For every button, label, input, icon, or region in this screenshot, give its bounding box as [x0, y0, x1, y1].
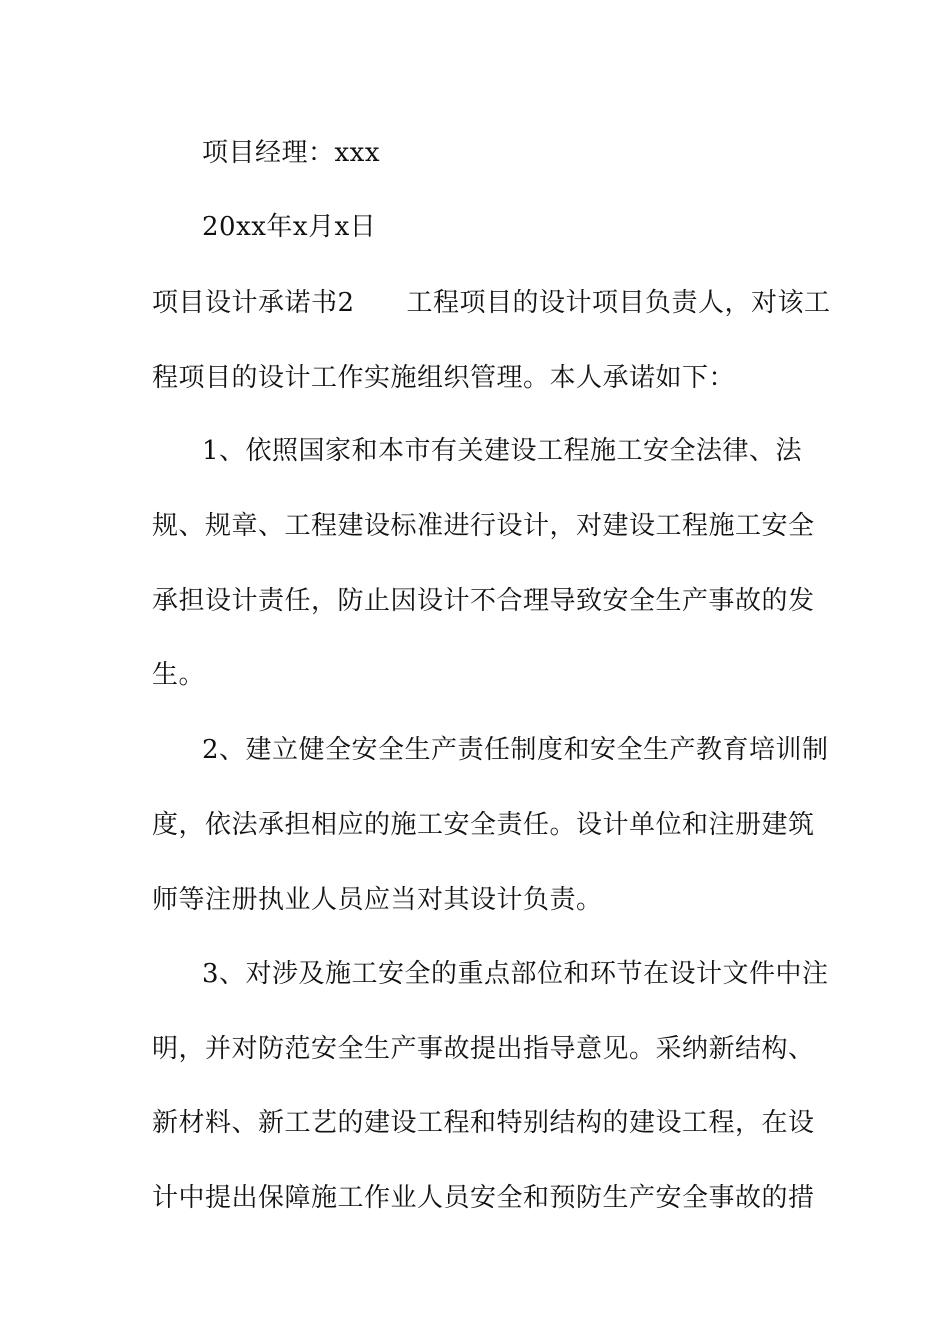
item1-line-4: 生。: [152, 660, 206, 690]
intro-line-1: 工程项目的设计项目负责人，对该工: [406, 288, 831, 318]
item1-line-2: 规、规章、工程建设标准进行设计，对建设工程施工安全: [152, 511, 815, 541]
item3-line-3: 新材料、新工艺的建设工程和特别结构的建设工程，在设: [152, 1108, 815, 1138]
item3-line-1: 3、对涉及施工安全的重点部位和环节在设计文件中注: [202, 959, 829, 989]
project-manager-signature: 项目经理：xxx: [202, 138, 380, 168]
item2-line-3: 师等注册执业人员应当对其设计负责。: [152, 885, 603, 915]
item2-line-1: 2、建立健全安全生产责任制度和安全生产教育培训制: [202, 735, 829, 765]
item1-line-3: 承担设计责任，防止因设计不合理导致安全生产事故的发: [152, 586, 815, 616]
item3-line-4: 计中提出保障施工作业人员安全和预防生产安全事故的措: [152, 1183, 815, 1213]
signature-date: 20xx年x月x日: [202, 212, 377, 242]
item2-line-2: 度，依法承担相应的施工安全责任。设计单位和注册建筑: [152, 810, 815, 840]
section-heading-line: [152, 288, 831, 318]
section-heading: 项目设计承诺书2: [152, 288, 355, 318]
intro-line-2: 程项目的设计工作实施组织管理。本人承诺如下：: [152, 363, 736, 393]
item1-line-1: 1、依照国家和本市有关建设工程施工安全法律、法: [202, 436, 803, 466]
item3-line-2: 明，并对防范安全生产事故提出指导意见。采纳新结构、: [152, 1034, 815, 1064]
